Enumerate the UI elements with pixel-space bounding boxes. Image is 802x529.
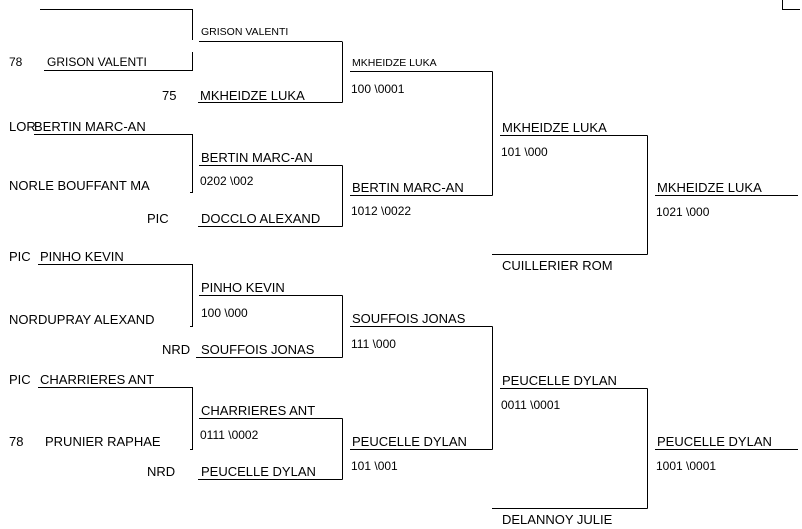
player-name: PEUCELLE DYLAN xyxy=(201,464,316,479)
region-code: NOR xyxy=(9,312,38,327)
region-code: PIC xyxy=(9,249,31,264)
player-name: MKHEIDZE LUKA xyxy=(200,88,305,103)
player-name: DUPRAY ALEXAND xyxy=(38,312,155,327)
player-name: BERTIN MARC-AN xyxy=(34,119,146,134)
round5-score: 1001 \0001 xyxy=(656,459,717,473)
round2-score: 0111 \0002 xyxy=(200,428,259,442)
round5-winner-name: PEUCELLE DYLAN xyxy=(657,434,772,449)
round4-entry-name: DELANNOY JULIE xyxy=(502,512,613,527)
round2-winner-name: PINHO KEVIN xyxy=(201,280,285,295)
region-code: NRD xyxy=(162,342,191,357)
region-code: NRD xyxy=(147,464,176,479)
round3-score: 100 \0001 xyxy=(351,82,405,96)
region-code: 78 xyxy=(9,434,24,449)
round2-winner-name: BERTIN MARC-AN xyxy=(201,150,313,165)
round3-winner-name: BERTIN MARC-AN xyxy=(352,180,464,195)
player-name: LE BOUFFANT MA xyxy=(38,178,150,193)
round4-winner-name: PEUCELLE DYLAN xyxy=(502,373,617,388)
round3-winner-name: PEUCELLE DYLAN xyxy=(352,434,467,449)
round4-score: 0011 \0001 xyxy=(501,398,561,412)
round5-score: 1021 \000 xyxy=(656,205,710,219)
round3-score: 1012 \0022 xyxy=(351,204,412,218)
region-code: NOR xyxy=(9,178,38,193)
round2-winner-name: CHARRIERES ANT xyxy=(201,403,316,418)
round3-score: 101 \001 xyxy=(351,459,398,473)
region-code: LOR xyxy=(9,119,36,134)
player-name: CHARRIERES ANT xyxy=(40,372,155,387)
player-name: PRUNIER RAPHAE xyxy=(45,434,161,449)
round2-winner-name: GRISON VALENTI xyxy=(201,26,289,38)
round4-winner-name: MKHEIDZE LUKA xyxy=(502,120,607,135)
round3-winner-name: SOUFFOIS JONAS xyxy=(352,311,466,326)
player-name: PINHO KEVIN xyxy=(40,249,124,264)
region-code: 75 xyxy=(162,88,177,103)
round3-winner-name: MKHEIDZE LUKA xyxy=(352,57,437,69)
round4-entry-name: CUILLERIER ROM xyxy=(502,258,613,273)
round4-score: 101 \000 xyxy=(501,145,548,159)
round3-score: 111 \000 xyxy=(351,337,396,351)
round5-winner-name: MKHEIDZE LUKA xyxy=(657,180,762,195)
round2-score: 100 \000 xyxy=(201,306,248,320)
player-name: GRISON VALENTI xyxy=(47,55,147,69)
player-name: SOUFFOIS JONAS xyxy=(201,342,315,357)
round2-score: 0202 \002 xyxy=(200,174,254,188)
region-code: PIC xyxy=(147,211,169,226)
region-code: 78 xyxy=(9,55,23,69)
region-code: PIC xyxy=(9,372,31,387)
player-name: DOCCLO ALEXAND xyxy=(201,211,321,226)
